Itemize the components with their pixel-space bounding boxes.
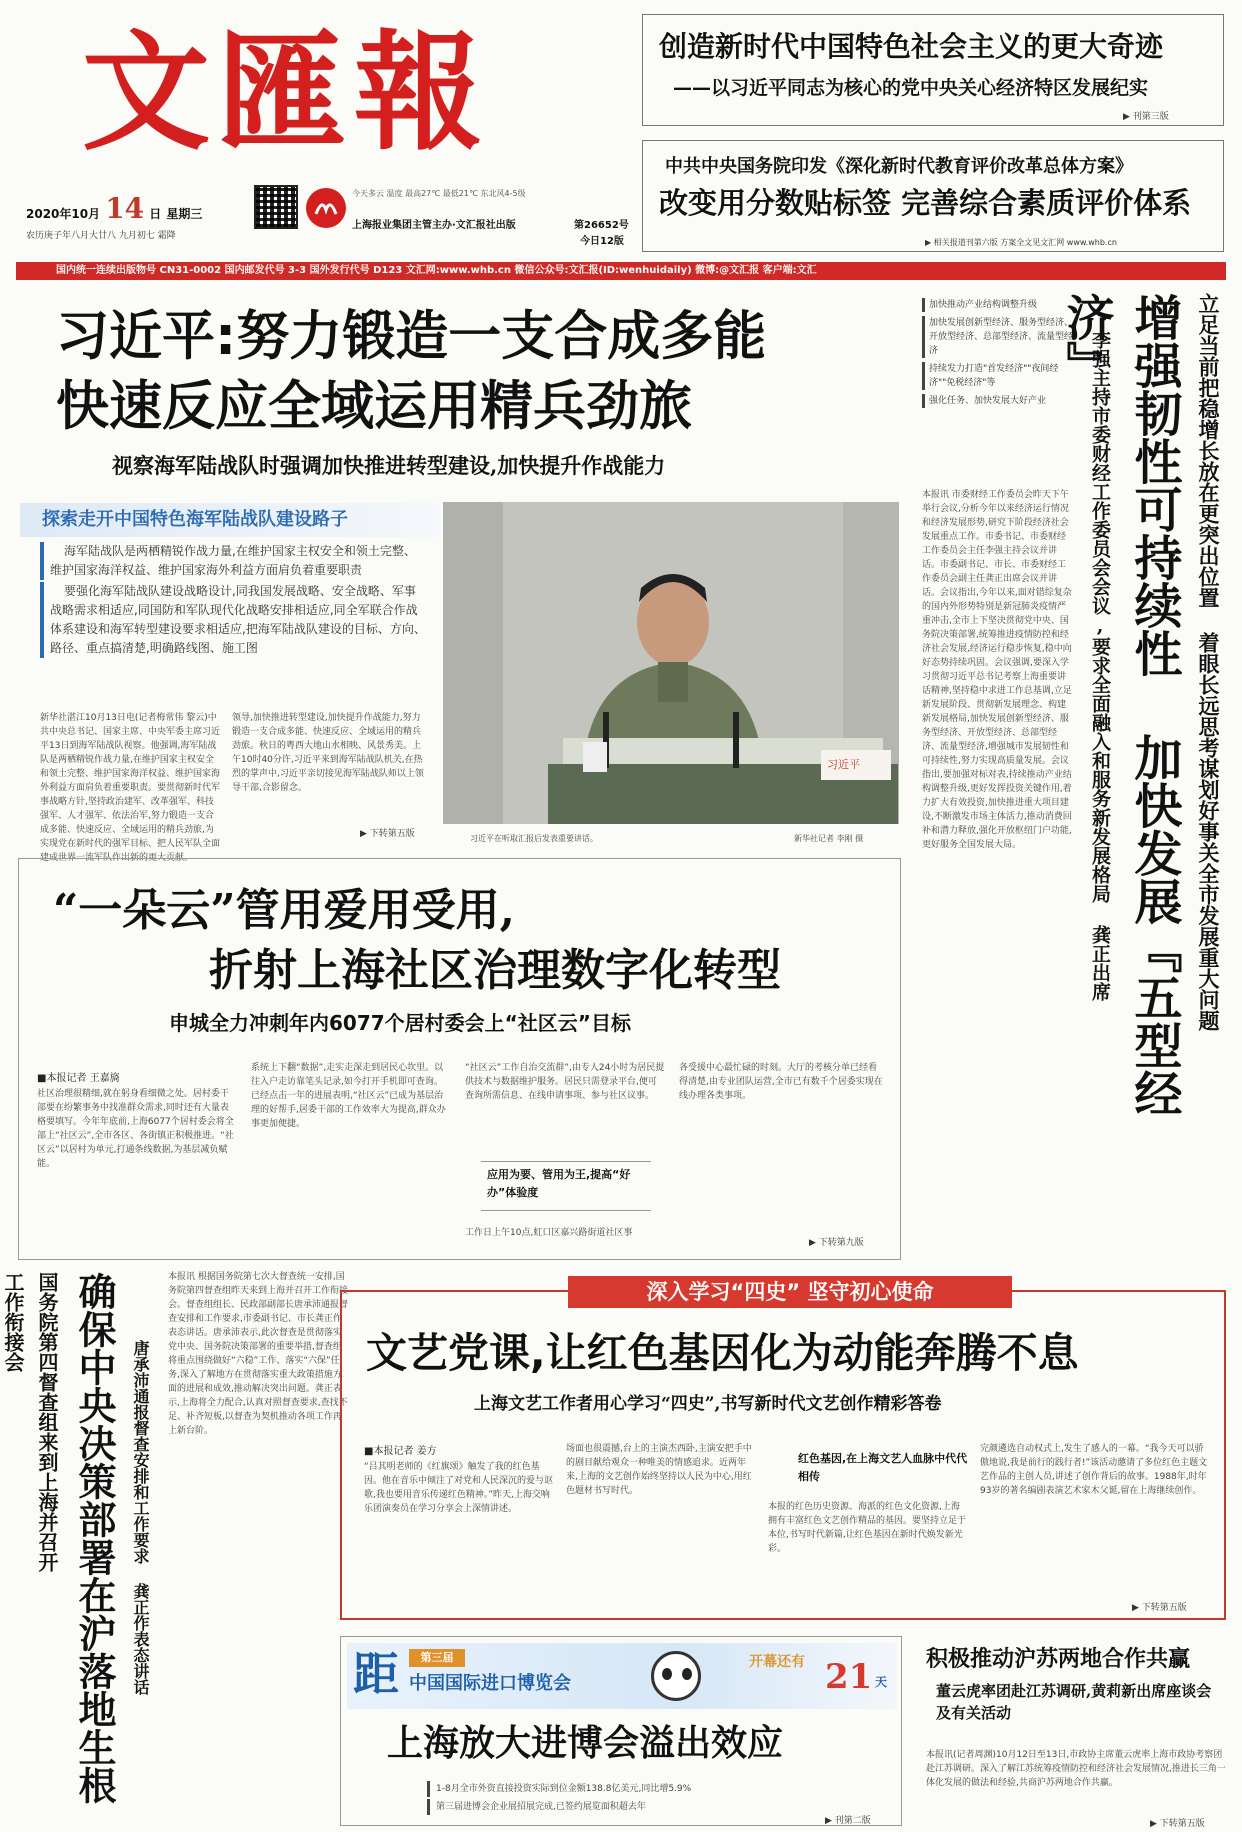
top-teaser-1[interactable] <box>642 14 1224 126</box>
newspaper-emblem-icon <box>306 188 346 228</box>
teaser1-title: 创造新时代中国特色社会主义的更大奇迹 <box>659 30 1164 63</box>
date-day: 14 <box>105 192 145 225</box>
right-bullet-2: 加快发展创新型经济、服务型经济、开放型经济、总部型经济、流量型经济 <box>922 316 1074 358</box>
cloud-col3: “社区云”工作自治交流群”,由专人24小时为居民提供技术与数据维护服务。居民只需登录平台,便可查询所需信息、在线申请事项、参与社区议事。 <box>465 1063 665 1101</box>
culture-story[interactable] <box>340 1290 1226 1620</box>
yangtze-title: 积极推动沪苏两地合作共赢 <box>926 1646 1191 1672</box>
top-teaser-2[interactable] <box>642 140 1224 252</box>
right-headline-col2: 增强韧性可持续性 加快发展『五型经济』 <box>1058 293 1182 1117</box>
lead-point-1: 海军陆战队是两栖精锐作战力量,在维护国家主权安全和领土完整、维护国家海洋权益、维护国家海外利益方面肩负着重要职责 <box>40 542 426 580</box>
right-bullets <box>922 298 1074 476</box>
culture-col3: 本报的红色历史资源、海派的红色文化资源,上海拥有丰富红色文艺创作精品的基因。要坚持立足于本位,书写时代新篇,让红色基因在新时代焕发新光彩。 <box>768 1502 967 1554</box>
qr-code-icon[interactable] <box>254 185 298 229</box>
photo-name-card: 习近平 <box>827 758 860 771</box>
expo-ad-edition: 第三届 <box>409 1649 465 1667</box>
expo-story[interactable] <box>340 1636 902 1826</box>
cloud-col2: 系统上下翻“数据”,走实走深走到居民心坎里。以往入户走访靠笔头记录,如今打开手机即可查询。已经点击一年的进展表明,“社区云”已成为基层治理的好帮手,居委干部的工作效率大为提高,群众办事更加便捷。 <box>251 1063 446 1129</box>
lead-title-line2: 快速反应全域运用精兵劲旅 <box>56 376 692 437</box>
expo-bullet-2: 第三届进博会企业展招展完成,已签约展览面积超去年 <box>427 1799 867 1815</box>
lead-kicker: 探索走开中国特色海军陆战队建设路子 <box>42 509 348 530</box>
lead-kicker-box <box>20 503 440 537</box>
teaser2-kicker: 中共中央国务院印发《深化新时代教育评价改革总体方案》 <box>665 156 1133 177</box>
culture-title: 文艺党课,让红色基因化为动能奔腾不息 <box>366 1329 1079 1377</box>
right-headline-col1: 立足当前把稳增长放在更突出位置 着眼长远思考谋划好事关全市发展重大问题 <box>1196 293 1220 1031</box>
lead-title-line1: 习近平:努力锻造一支合成多能 <box>56 306 767 367</box>
right-bullet-4: 强化任务、加快发展大好产业 <box>922 394 1074 408</box>
culture-col1: “吕其明老师的《红旗颂》触发了我的红色基因。他在音乐中倾注了对党和人民深沉的爱与讴歌,我也要用音乐传递红色精神。”昨天,上海交响乐团演奏员在学习分享会上深情讲述。 <box>364 1462 554 1514</box>
lead-body-left: 新华社湛江10月13日电(记者梅常伟 黎云)中共中央总书记、国家主席、中央军委主席习近平13日到海军陆战队视察。他强调,海军陆战队是两栖精锐作战力量,在维护国家主权安全和领土完整、维护国家海洋权益、维护国家海外利益方面肩负着重要职责。要贯彻新时代军事战略方针,坚持政治建军、改革强军、科技强军、人才强军、依法治军,努力锻造一支合成多能、快速反应、全域运用的精兵劲旅,为实现党在新时代的强军目标、把人民军队全面建成世界一流军队作出新的更大贡献。 <box>40 713 221 863</box>
teaser2-title: 改变用分数贴标签 完善综合素质评价体系 <box>659 186 1192 220</box>
inspection-col2: 确保中央决策部署在沪落地生根 <box>72 1272 117 1804</box>
masthead-logo: 文匯報 <box>82 18 491 168</box>
expo-ad-name: 中国国际进口博览会 <box>409 1673 571 1694</box>
inspection-col1: 国务院第四督查组来到上海并召开工作衔接会 <box>1 1272 59 1572</box>
weather-info: 今天多云 温度 最高27℃ 最低21℃ 东北风4-5级 <box>352 189 526 198</box>
cloud-title-line2: 折射上海社区治理数字化转型 <box>209 945 781 996</box>
inspection-col3: 唐承沛通报督查安排和工作要求 龚正作表态讲话 <box>131 1340 150 1695</box>
publisher-line: 上海报业集团主管主办·文汇报社出版 <box>352 220 516 231</box>
culture-ref[interactable]: ▶ 下转第五版 <box>1132 1603 1187 1613</box>
date-prefix: 2020年10月 <box>26 207 101 221</box>
culture-col2: 场面也很震撼,台上的主演杰西卧,主演安把手中的剧目献给观众一种唯美的情感追求。近两年来,上海的文艺创作始终坚持以人民为中心,用红色题材书写时代。 <box>566 1444 752 1496</box>
cloud-quote-box <box>481 1161 651 1211</box>
cloud-story[interactable] <box>18 858 901 1260</box>
lead-body-right: 领导,加快推进转型建设,加快提升作战能力,努力锻造一支合成多能、快速反应、全域运用的精兵劲旅。秋日的粤西大地山水相映、风景秀美。上午10时40分许,习近平来到海军陆战队机关,在热烈的掌声中,习近平亲切接见海军陆战队师以上领导干部,合影留念。 <box>232 713 424 793</box>
photo-credit: 新华社记者 李刚 摄 <box>794 834 864 843</box>
cloud-col4: 各受援中心最忙碌的时刻。大厅的考核分单已经看得清楚,由专业团队运营,全市已有数千个居委实现在线办理各类事项。 <box>679 1063 883 1101</box>
lunar-date: 农历庚子年八月大廿八 九月初七 霜降 <box>26 231 176 241</box>
lead-points <box>40 542 426 698</box>
yangtze-body: 本报讯(记者周渊)10月12日至13日,市政协主席董云虎率上海市政协考察团赴江苏调研。深入了解江苏统筹疫情防控和经济社会发展情况,推进长三角一体化发展的做法和经验,共商沪苏两地合作共赢。 <box>926 1750 1226 1788</box>
cloud-byline: ■本报记者 王嘉旖 <box>37 1073 120 1084</box>
expo-ad-unit: 天 <box>875 1675 888 1689</box>
date-line <box>26 192 246 225</box>
panda-mascot-icon <box>651 1651 701 1701</box>
teaser2-ref[interactable]: ▶ 相关报道刊第六版 方案全文见文汇网 www.whb.cn <box>925 238 1117 247</box>
expo-ad-char: 距 <box>353 1647 399 1701</box>
page-count: 今日12版 <box>580 236 624 247</box>
culture-col4: 完颜遴选自动权式上,发生了感人的一幕。“我今天可以骄傲地说,我是前行的践行者!”该活动邀请了多位红色主题文艺作品的主创人员,讲述了创作背后的故事。1988年,时年93岁的著名编剧表演艺术家木父诞,留在上海继续创作。 <box>980 1444 1208 1496</box>
expo-bullet-1: 1-8月全市外资直接投资实际到位金额138.8亿美元,同比增5.9% <box>427 1781 867 1797</box>
lead-photo-illustration <box>443 502 899 824</box>
info-redbar: 国内统一连续出版物号 CN31-0002 国内邮发代号 3-3 国外发行代号 D123 文汇网:www.whb.cn 微信公众号:文汇报(ID:wenhuidaily) 微博:@文汇报 客户端:文汇 <box>16 262 1226 280</box>
culture-kicker: 红色基因,在上海文艺人血脉中代代相传 <box>798 1452 968 1483</box>
inspection-body: 本报讯 根据国务院第七次大督查统一安排,国务院第四督查组昨天来到上海并召开工作衔接会。督查组组长、民政部副部长唐承沛通报督查安排和工作要求,市委副书记、市长龚正作表态讲话。唐承沛表示,此次督查是贯彻落实党中央、国务院决策部署的重要举措,督查组将重点围绕做好“六稳”工作、落实“六保”任务,深入了解地方在贯彻落实重大政策措施方面的进展和成效,推动解决突出问题。龚正表示,上海将全力配合,认真对照督查要求,查找不足、补齐短板,以督查为契机推动各项工作再上新台阶。 <box>168 1272 349 1436</box>
culture-byline: ■本报记者 姜方 <box>364 1446 437 1457</box>
expo-ad-countdown-label: 开幕还有 <box>749 1654 805 1670</box>
teaser1-subtitle: ——以习近平同志为核心的党中央关心经济特区发展纪实 <box>673 77 1149 99</box>
cloud-title-line1: “一朵云”管用爱用受用, <box>53 885 515 936</box>
culture-subtitle: 上海文艺工作者用心学习“四史”,书写新时代文艺创作精彩答卷 <box>474 1394 942 1414</box>
right-bullet-3: 持续发力打造"首发经济""夜间经济""免税经济"等 <box>922 362 1074 390</box>
expo-ad-banner[interactable] <box>347 1643 897 1709</box>
weekday: 星期三 <box>166 207 203 221</box>
expo-ref[interactable]: ▶ 刊第二版 <box>825 1816 871 1826</box>
lead-ref[interactable]: ▶ 下转第五版 <box>360 829 415 839</box>
issue-number: 第26652号 <box>574 220 629 231</box>
cloud-footer-note: 工作日上午10点,虹口区嘉兴路街道社区事 <box>465 1228 633 1238</box>
cloud-col1: 社区治理很精细,就在躬身看细微之处。居村委干部要在纷繁事务中找准群众需求,同时还有大量表格要填写。今年年底前,上海6077个居村委会将全部上“社区云”,全市各区、各街镇正积极推进。“社区云”以居村为单元,打通条线数据,为基层减负赋能。 <box>37 1089 234 1169</box>
date-day-suffix: 日 <box>149 207 162 221</box>
cloud-quote: 应用为要、管用为王,提高“好办”体验度 <box>487 1168 631 1199</box>
right-body: 本报讯 市委财经工作委员会昨天下午举行会议,分析今年以来经济运行情况和经济发展形势,研究下阶段经济社会发展重点工作。市委书记、市委财经工作委员会主任李强主持会议并讲话。市委副书记、市长、市委财经工作委员会副主任龚正出席会议并讲话。会议指出,今年以来,面对错综复杂的国内外形势特别是新冠肺炎疫情严重冲击,全市上下坚决贯彻党中央、国务院决策部署,统筹推进疫情防控和经济社会发展,经济运行稳步恢复,稳中向好态势持续巩固。会议强调,要深入学习贯彻习近平总书记考察上海重要讲话精神,坚持稳中求进工作总基调,立足新发展阶段、贯彻新发展理念、构建新发展格局,加快发展创新型经济、服务型经济、开放型经济、总部型经济、流量型经济,增强城市发展韧性和可持续性,努力实现高质量发展。会议指出,要加强对标对表,持续推动产业结构调整升级,更好发挥投资关键作用,着力扩大有效投资,加快推进重大项目建设,不断激发市场主体活力,推动消费回补和潜力释放,强化开放枢纽门户功能,更好服务全国发展大局。 <box>922 490 1072 850</box>
cloud-subtitle: 申城全力冲刺年内6077个居村委会上“社区云”目标 <box>169 1011 631 1035</box>
yangtze-subtitle: 董云虎率团赴江苏调研,黄莉新出席座谈会及有关活动 <box>936 1682 1212 1722</box>
lead-point-2: 要强化海军陆战队建设战略设计,同我国发展战略、安全战略、军事战略需求相适应,同国防和军队现代化战略安排相适应,同全军联合作战体系建设和海军转型建设要求相适应,把海军陆战队建设的目标、方向、路径、重点搞清楚,明确路线图、施工图 <box>40 582 426 658</box>
photo-caption: 习近平在听取汇报后发表重要讲话。 <box>470 834 598 843</box>
cloud-ref[interactable]: ▶ 下转第九版 <box>809 1238 864 1248</box>
yangtze-ref[interactable]: ▶ 下转第五版 <box>1150 1819 1205 1829</box>
lead-photo[interactable] <box>443 502 899 824</box>
expo-title: 上海放大进博会溢出效应 <box>387 1722 784 1764</box>
lead-subtitle: 视察海军陆战队时强调加快推进转型建设,加快提升作战能力 <box>112 453 666 478</box>
right-headline-col3: 李强主持市委财经工作委员会会议,要求全面融入和服务新发展格局 龚正出席 <box>1089 330 1111 1001</box>
expo-ad-days: 21 <box>825 1657 873 1697</box>
right-bullet-1: 加快推动产业结构调整升级 <box>922 298 1074 312</box>
culture-banner: 深入学习“四史” 坚守初心使命 <box>568 1276 1012 1308</box>
teaser1-ref[interactable]: ▶ 刊第三版 <box>1123 112 1169 122</box>
